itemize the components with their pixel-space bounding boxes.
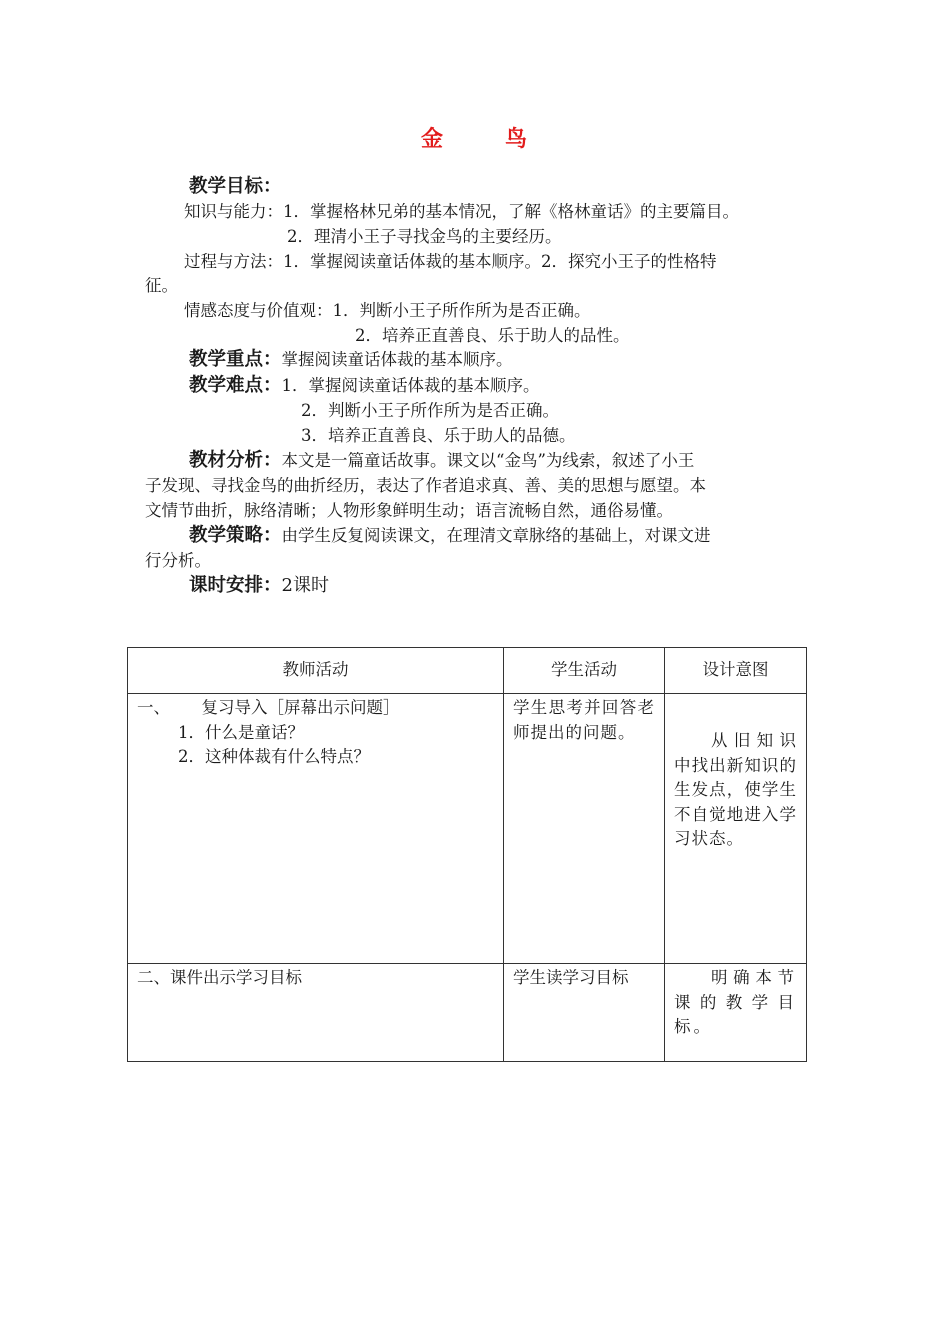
lesson-plan-table bbox=[127, 647, 807, 1062]
process-text: 1．掌握阅读童话体裁的基本顺序。2．探究小王子的性格特 bbox=[283, 252, 717, 271]
difficulty-item-1: 1．掌握阅读童话体裁的基本顺序。 bbox=[281, 376, 540, 395]
row1-student bbox=[504, 694, 665, 964]
row2-intent-text: 明确本节课的教学目标。 bbox=[674, 968, 797, 1036]
process-line bbox=[184, 250, 717, 274]
key-point-text: 掌握阅读童话体裁的基本顺序。 bbox=[281, 350, 513, 369]
header-teacher: 教师活动 bbox=[128, 648, 504, 694]
row2-student bbox=[504, 964, 665, 1062]
analysis-heading: 教材分析： bbox=[189, 450, 282, 471]
emotion-item-1: 1．判断小王子所作所为是否正确。 bbox=[332, 301, 591, 320]
analysis-line-3: 文情节曲折，脉络清晰；人物形象鲜明生动；语言流畅自然，通俗易懂。 bbox=[145, 501, 673, 520]
row2-teacher-title: 二、课件出示学习目标 bbox=[137, 968, 302, 987]
table-row bbox=[128, 964, 807, 1062]
row2-student-text: 学生读学习目标 bbox=[513, 968, 629, 987]
key-point bbox=[189, 348, 513, 372]
schedule-heading: 课时安排： bbox=[189, 575, 282, 596]
header-intent: 设计意图 bbox=[665, 648, 807, 694]
analysis-line-2: 子发现、寻找金鸟的曲折经历，表达了作者追求真、善、美的思想与愿望。本 bbox=[145, 476, 706, 495]
process-label: 过程与方法： bbox=[184, 252, 283, 271]
row1-question-2: 2．这种体裁有什么特点？ bbox=[178, 747, 370, 766]
row2-teacher bbox=[128, 964, 504, 1062]
strategy-line-1: 由学生反复阅读课文，在理清文章脉络的基础上，对课文进 bbox=[281, 526, 711, 545]
page-title bbox=[0, 122, 950, 153]
strategy-line-2: 行分析。 bbox=[145, 551, 211, 570]
knowledge-item-2: 2．理清小王子寻找金鸟的主要经历。 bbox=[287, 227, 562, 246]
emotion-line bbox=[184, 299, 591, 323]
title-char-1: 金 bbox=[420, 126, 445, 152]
process-cont: 征。 bbox=[145, 276, 178, 295]
difficulty-item-2: 2．判断小王子所作所为是否正确。 bbox=[301, 401, 559, 420]
objectives-heading: 教学目标： bbox=[189, 176, 282, 197]
schedule bbox=[189, 574, 329, 598]
key-point-heading: 教学重点： bbox=[189, 349, 282, 370]
row1-question-1: 1．什么是童话？ bbox=[178, 722, 304, 742]
difficulty bbox=[189, 374, 540, 398]
title-char-2: 鸟 bbox=[505, 126, 530, 152]
row1-intent bbox=[665, 694, 807, 964]
knowledge-item-1: 1．掌握格林兄弟的基本情况，了解《格林童话》的主要篇目。 bbox=[283, 202, 739, 221]
row1-teacher-title: 一、 复习导入［屏幕出示问题］ bbox=[137, 698, 400, 717]
emotion-item-2: 2．培养正直善良、乐于助人的品性。 bbox=[355, 326, 630, 345]
emotion-label: 情感态度与价值观： bbox=[184, 301, 333, 320]
difficulty-heading: 教学难点： bbox=[189, 375, 282, 396]
strategy-heading: 教学策略： bbox=[189, 525, 282, 546]
analysis-line-1: 本文是一篇童话故事。课文以“金鸟”为线索，叙述了小王 bbox=[281, 451, 695, 470]
strategy bbox=[189, 524, 711, 548]
knowledge-label: 知识与能力： bbox=[184, 202, 283, 221]
row1-teacher bbox=[128, 694, 504, 964]
analysis bbox=[189, 449, 694, 473]
difficulty-item-3: 3．培养正直善良、乐于助人的品德。 bbox=[301, 426, 576, 445]
row1-student-text: 学生思考并回答老师提出的问题。 bbox=[513, 698, 655, 742]
knowledge-line bbox=[184, 200, 739, 224]
table-header-row bbox=[128, 648, 807, 694]
row2-intent bbox=[665, 964, 807, 1062]
header-student: 学生活动 bbox=[504, 648, 665, 694]
schedule-text: 2课时 bbox=[281, 575, 329, 596]
row1-intent-text: 从旧知识中找出新知识的生发点，使学生不自觉地进入学习状态。 bbox=[674, 731, 797, 848]
table-row bbox=[128, 694, 807, 964]
